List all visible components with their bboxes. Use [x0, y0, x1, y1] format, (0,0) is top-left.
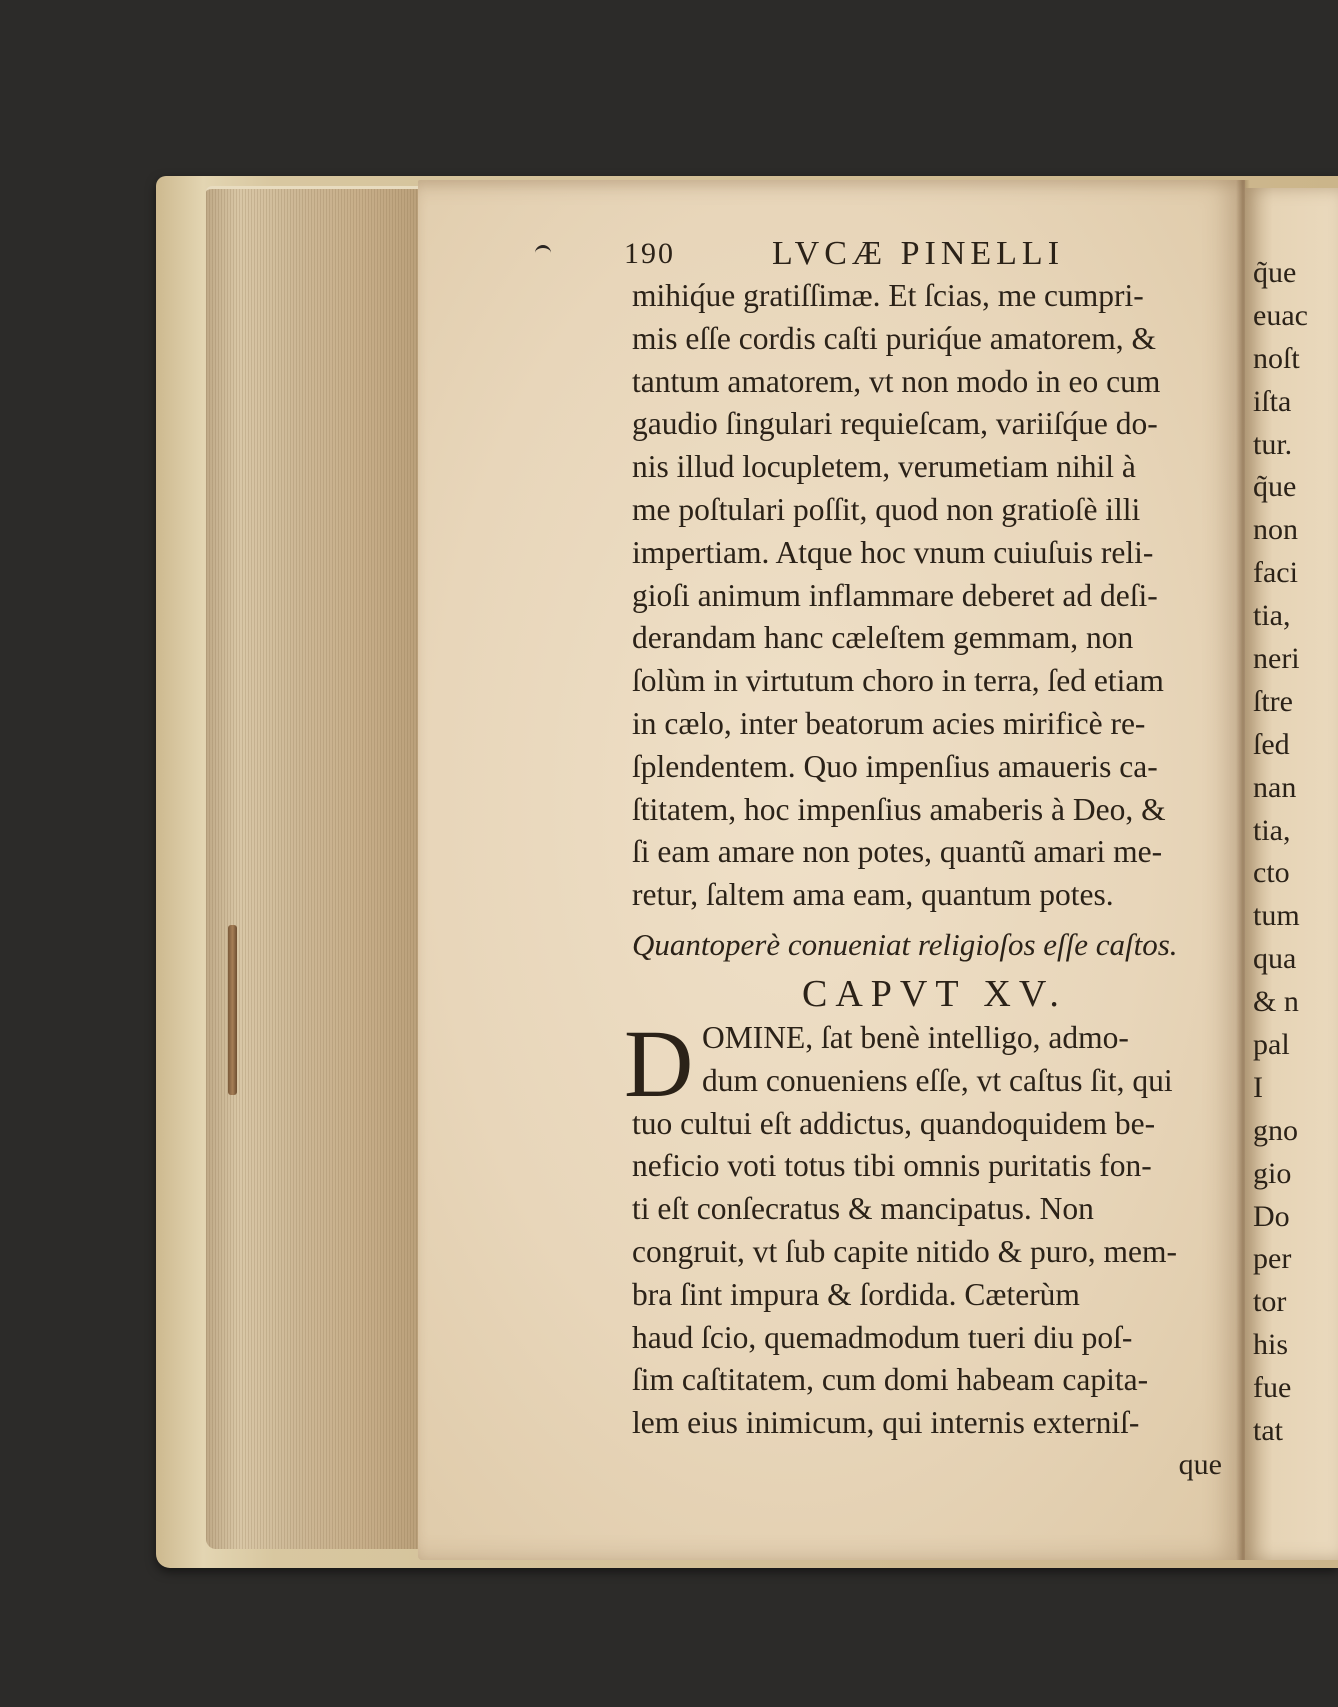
page-number: 190	[624, 237, 675, 270]
recto-line: noſt	[1253, 341, 1300, 375]
recto-line: euac	[1253, 298, 1308, 332]
text-line: nis illud locupletem, verumetiam nihil à	[632, 449, 1136, 485]
text-line: lem eius inimicum, qui internis externiſ-	[632, 1405, 1140, 1441]
recto-line: non	[1253, 513, 1298, 547]
text-line: tantum amatorem, vt non modo in eo cum	[632, 363, 1161, 399]
text-line: retur, ſaltem ama eam, quantum potes.	[632, 877, 1114, 913]
text-line: ſim caſtitatem, cum domi habeam capita-	[632, 1362, 1149, 1398]
recto-line: tia,	[1253, 813, 1291, 847]
recto-line: tor	[1253, 1285, 1287, 1319]
recto-line: neri	[1253, 642, 1300, 676]
text-line: dum conueniens eſſe, vt caſtus ſit, qui	[702, 1062, 1173, 1098]
text-line: gaudio ſingulari requieſcam, variiſq́ue do-	[632, 406, 1158, 442]
ink-mark	[535, 245, 551, 258]
recto-line: faci	[1253, 556, 1298, 590]
recto-line: Do	[1253, 1199, 1290, 1233]
text-line: gioſi animum inflammare deberet ad deſi-	[632, 577, 1158, 613]
verso-text	[624, 233, 1232, 1485]
paragraph-continued	[632, 275, 1232, 917]
text-line: ti eſt conſecratus & mancipatus. Non	[632, 1191, 1094, 1227]
recto-line: q̃ue	[1253, 470, 1297, 504]
text-line: ſtitatem, hoc impenſius amaberis à Deo, &	[632, 791, 1166, 827]
recto-text-fragments	[1253, 252, 1308, 1453]
recto-line: qua	[1253, 942, 1297, 976]
text-line: bra ſint impura & ſordida. Cæterùm	[632, 1276, 1080, 1312]
drop-cap: D	[624, 1009, 694, 1117]
text-line: ſplendentem. Quo impenſius amaueris ca-	[632, 748, 1158, 784]
recto-line: nan	[1253, 770, 1297, 804]
recto-line: ſed	[1253, 727, 1290, 761]
text-line: ſi eam amare non potes, quantũ amari me-	[632, 834, 1163, 870]
chapter-heading: Quantoperè conueniat religioſos eſſe caſtos.	[632, 926, 1178, 962]
recto-line: iſta	[1253, 384, 1292, 418]
recto-line: tur.	[1253, 427, 1293, 461]
text-line: derandam hanc cæleſtem gemmam, non	[632, 620, 1134, 656]
text-line: ſolùm in virtutum choro in terra, ſed etiam	[632, 663, 1164, 699]
recto-line: pal	[1253, 1028, 1290, 1062]
recto-line: tia,	[1253, 599, 1291, 633]
recto-line: cto	[1253, 856, 1290, 890]
recto-line: his	[1253, 1328, 1289, 1362]
text-line: haud ſcio, quemadmodum tueri diu poſ-	[632, 1319, 1133, 1355]
text-line: in cælo, inter beatorum acies mirificè re-	[632, 705, 1146, 741]
text-line: impertiam. Atque hoc vnum cuiuſuis reli-	[632, 534, 1154, 570]
text-line: me poſtulari poſſit, quod non gratioſè illi	[632, 491, 1141, 527]
recto-line: fue	[1253, 1371, 1292, 1405]
recto-line: gno	[1253, 1113, 1298, 1147]
recto-line: tat	[1253, 1414, 1283, 1448]
text-line: mihiq́ue gratiſſimæ. Et ſcias, me cumpri-	[632, 278, 1144, 313]
clasp-remnant	[228, 925, 237, 1095]
text-line: tuo cultui eſt addictus, quandoquidem be-	[632, 1105, 1156, 1141]
recto-line: & n	[1253, 985, 1299, 1019]
text-line: neficio voti totus tibi omnis puritatis fon-	[632, 1148, 1152, 1184]
recto-line: q̃ue	[1253, 256, 1297, 289]
running-head-title: LVCÆ PINELLI	[772, 235, 1065, 272]
text-line: OMINE, ſat benè intelligo, admo-	[702, 1019, 1129, 1055]
running-head	[624, 233, 1232, 275]
catchword: que	[1178, 1447, 1222, 1481]
recto-line: tum	[1253, 899, 1300, 933]
chapter-title: CAPVT XV.	[802, 972, 1067, 1015]
text-line: mis eſſe cordis caſti puriq́ue amatorem, &	[632, 320, 1156, 356]
page-edges	[206, 186, 428, 1549]
recto-line: gio	[1253, 1156, 1292, 1190]
recto-line: ſtre	[1253, 684, 1293, 718]
recto-line: I	[1253, 1070, 1263, 1104]
chapter-opening-paragraph	[624, 1009, 1232, 1445]
text-line: congruit, vt ſub capite nitido & puro, mem-	[632, 1233, 1178, 1269]
recto-line: per	[1253, 1242, 1292, 1276]
recto-page	[1245, 188, 1338, 1560]
